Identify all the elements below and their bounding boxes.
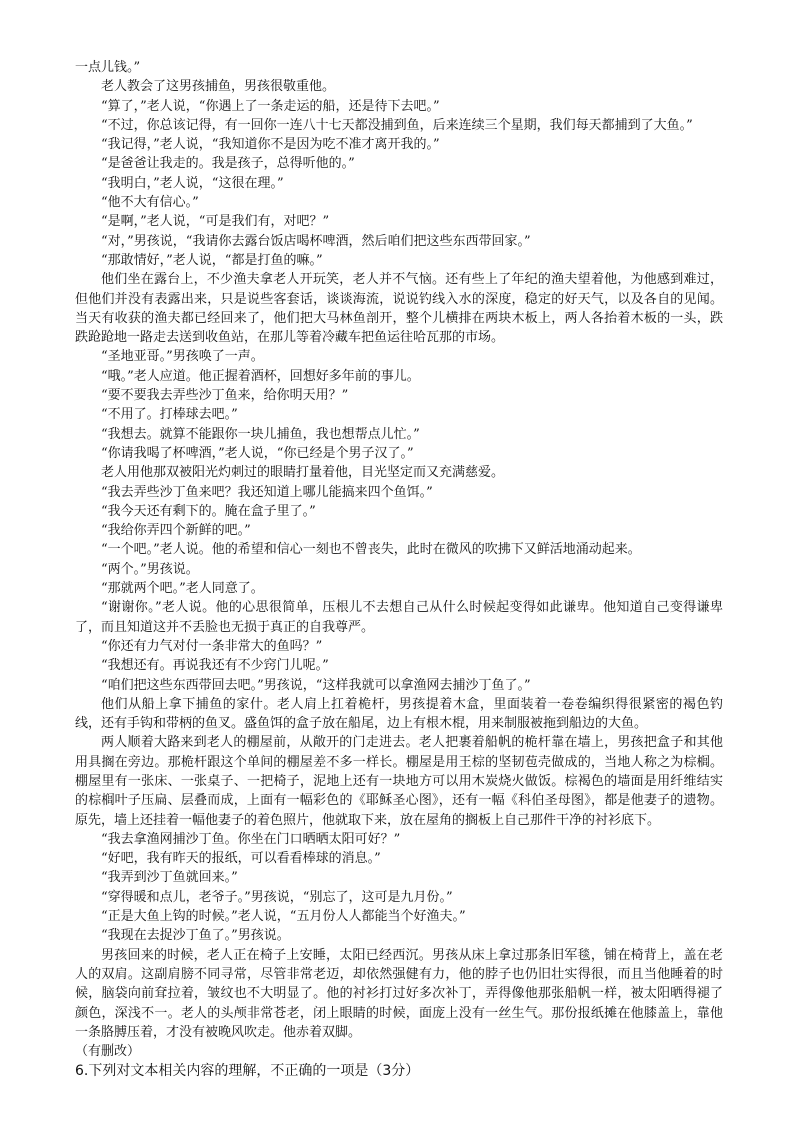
- paragraph: “我现在去捉沙丁鱼了。”男孩说。: [101, 928, 290, 944]
- document-page: [75, 58, 723, 1081]
- paragraph: 他们从船上拿下捕鱼的家什。老人肩上扛着桅杆，男孩提着木盒，里面装着一卷卷编织得很紧密的褐色钓线，还有手钩和带柄的鱼叉。盛鱼饵的盒子放在船尾，边上有根木棍，用来制服被拖到船边的大鱼。: [75, 696, 723, 732]
- paragraph: “正是大鱼上钩的时候。”老人说，“五月份人人都能当个好渔夫。”: [101, 909, 466, 925]
- paragraph: “对，”男孩说，“我请你去露台饭店喝杯啤酒，然后咱们把这些东西带回家。”: [101, 233, 531, 249]
- paragraph: “我想还有。再说我还有不少窍门儿呢。”: [101, 658, 329, 674]
- paragraph: “你请我喝了杯啤酒，”老人说，“你已经是个男子汉了。”: [101, 445, 414, 461]
- paragraph: “我去拿渔网捕沙丁鱼。你坐在门口晒晒太阳可好？”: [101, 831, 401, 847]
- paragraph: “咱们把这些东西带回去吧。”男孩说，“这样我就可以拿渔网去捕沙丁鱼了。”: [101, 677, 531, 693]
- paragraph: “不过，你总该记得，有一回你一连八十七天都没捕到鱼，后来连续三个星期，我们每天都捕到了大鱼。”: [101, 117, 693, 133]
- paragraph: “我明白，”老人说，“这很在理。”: [101, 175, 284, 191]
- abridgement-note: （有删改）: [75, 1044, 141, 1060]
- paragraph: 两人顺着大路来到老人的棚屋前，从敞开的门走进去。老人把裹着船帆的桅杆靠在墙上，男孩把盒子和其他用具搁在旁边。那桅杆跟这个单间的棚屋差不多一样长。棚屋是用王棕的坚韧苞壳做成的，当地人称之为棕榈。棚屋里有一张床、一张桌子、一把椅子，泥地上还有一块地方可以用木炭烧火做饭。棕褐色的墙面是用纤维结实的棕榈叶子压扁、层叠而成，上面有一幅彩色的《耶稣圣心图》，还有一幅《科伯圣母图》，都是他妻子的遗物。原先，墙上还挂着一幅他妻子的着色照片，他就取下来，放在屋角的搁板上自己那件干净的衬衫底下。: [75, 735, 723, 828]
- paragraph: “谢谢你。”老人说。他的心思很简单，压根儿不去想自己从什么时候起变得如此谦卑。他知道自己变得谦卑了，而且知道这并不丢脸也无损于真正的自我尊严。: [75, 600, 723, 635]
- paragraph: “不用了。打棒球去吧。”: [101, 407, 238, 423]
- paragraph: 他们坐在露台上，不少渔夫拿老人开玩笑，老人并不气恼。还有些上了年纪的渔夫望着他，为他感到难过，但他们并没有表露出来，只是说些客套话，谈谈海流，说说钓线入水的深度，稳定的好天气，以及各自的见闻。当天有收获的渔夫都已经回来了，他们把大马林鱼剖开，整个儿横排在两块木板上，两人各抬着木板的一头，跌跌跄跄地一路走去送到收鱼站，在那儿等着冷藏车把鱼运往哈瓦那的市场。: [75, 272, 723, 346]
- paragraph: “要不要我去弄些沙丁鱼来，给你明天用？”: [101, 388, 349, 404]
- paragraph: “是啊，”老人说，“可是我们有，对吧？”: [101, 214, 330, 230]
- paragraph: “我去弄些沙丁鱼来吧？我还知道上哪儿能搞来四个鱼饵。”: [101, 484, 433, 500]
- paragraph: “圣地亚哥。”男孩唤了一声。: [101, 349, 264, 365]
- paragraph: “一个吧。”老人说。他的希望和信心一刻也不曾丧失，此时在微风的吹拂下又鲜活地涌动起来。: [101, 542, 641, 558]
- paragraph: “我弄到沙丁鱼就回来。”: [101, 870, 238, 886]
- paragraph: “我想去。就算不能跟你一块儿捕鱼，我也想帮点儿忙。”: [101, 426, 420, 442]
- paragraph: “他不大有信心。”: [101, 195, 199, 211]
- paragraph: 老人教会了这男孩捕鱼，男孩很敬重他。: [101, 79, 336, 95]
- paragraph: “你还有力气对付一条非常大的鱼吗？”: [101, 638, 323, 654]
- paragraph: “我今天还有剩下的。腌在盒子里了。”: [101, 503, 316, 519]
- paragraph: 老人用他那双被阳光灼刺过的眼睛打量着他，目光坚定而又充满慈爱。: [101, 465, 505, 481]
- paragraph: “我记得，”老人说，“我知道你不是因为吃不准才离开我的。”: [101, 137, 440, 153]
- paragraph: “那就两个吧。”老人同意了。: [101, 581, 264, 597]
- paragraph: “好吧，我有昨天的报纸，可以看看棒球的消息。”: [101, 851, 381, 867]
- paragraph: “算了，”老人说，“你遇上了一条走运的船，还是待下去吧。”: [101, 98, 440, 114]
- paragraph: 男孩回来的时候，老人正在椅子上安睡，太阳已经西沉。男孩从床上拿过那条旧军毯，铺在椅背上，盖在老人的双肩。这副肩膀不同寻常，尽管非常老迈，却依然强健有力，他的脖子也仍旧壮实得很，而且当他睡着的时候，脑袋向前耷拉着，皱纹也不大明显了。他的衬衫打过好多次补丁，弄得像他那张船帆一样，被太阳晒得褪了颜色，深浅不一。老人的头颅非常苍老，闭上眼睛的时候，面庞上没有一丝生气。那份报纸摊在他膝盖上，靠他一条胳膊压着，才没有被晚风吹走。他赤着双脚。: [75, 947, 723, 1040]
- paragraph: “那敢情好，”老人说，“都是打鱼的嘛。”: [101, 252, 323, 268]
- question-6: 6.下列对文本相关内容的理解，不正确的一项是（3分）: [75, 1063, 420, 1080]
- paragraph: “两个。”男孩说。: [101, 561, 199, 577]
- paragraph: “是爸爸让我走的。我是孩子，总得听他的。”: [101, 156, 355, 172]
- paragraph: “穿得暖和点儿，老爷子。”男孩说，“别忘了，这可是九月份。”: [101, 889, 453, 905]
- paragraph: 一点儿钱。”: [75, 60, 141, 75]
- paragraph: “我给你弄四个新鲜的吧。”: [101, 523, 251, 539]
- paragraph: “哦。”老人应道。他正握着酒杯，回想好多年前的事儿。: [101, 368, 420, 384]
